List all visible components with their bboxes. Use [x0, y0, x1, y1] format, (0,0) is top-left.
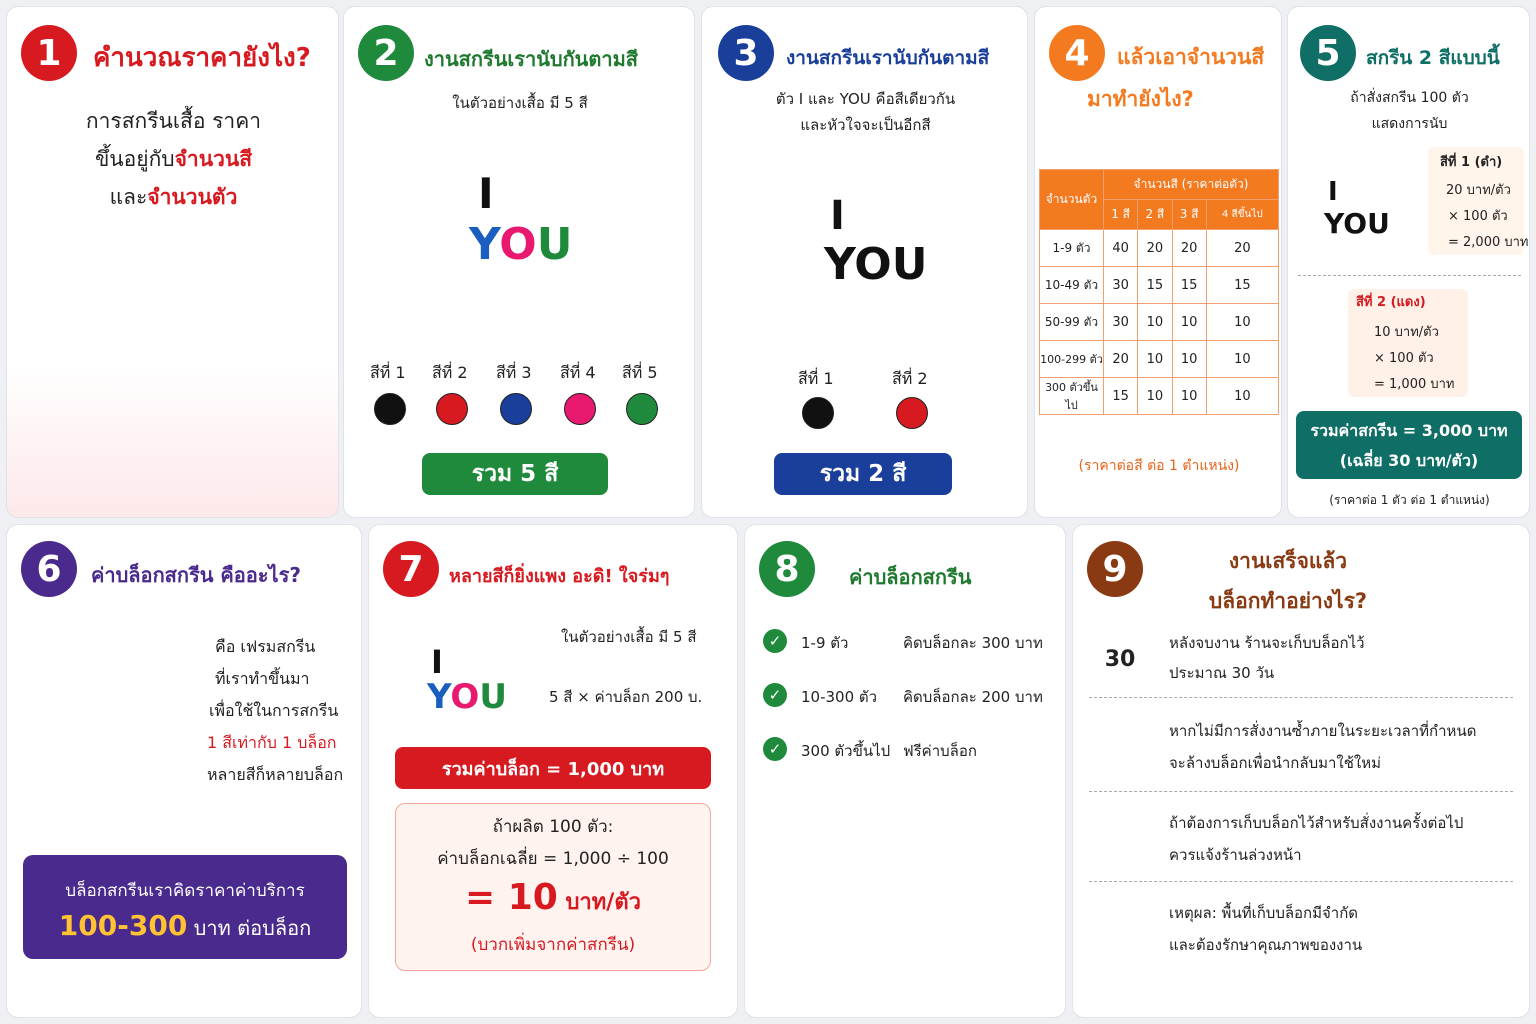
table-row [1040, 230, 1279, 267]
panel-title: งานสกรีนเรานับกันตามสี [786, 47, 990, 69]
check-icon: ✓ [763, 629, 787, 653]
cell: 20 [1206, 230, 1278, 267]
info-4-line-2: และต้องรักษาคุณภาพของงาน [1169, 936, 1363, 954]
panel-title-1: แล้วเอาจำนวนสี [1117, 45, 1265, 69]
panel-title: ค่าบล็อกสกรีน [849, 565, 972, 589]
panel-title-2: บล็อกทำอย่างไร? [1208, 589, 1368, 613]
color-dot-3 [500, 393, 532, 425]
block-price-value [23, 909, 347, 944]
row-qty: 50-99 ตัว [1040, 304, 1104, 341]
info-1-line-1: หลังจบงาน ร้านจะเก็บบล็อกไว้ [1169, 634, 1365, 652]
highlight-color-count: จำนวนสี [174, 147, 253, 171]
color-label-1: สีที่ 1 [370, 363, 406, 382]
desc-line-4: 1 สีเท่ากับ 1 บล็อก [207, 733, 337, 752]
price-unit: บาท ต่อบล็อก [187, 916, 312, 940]
price-range: 100-300 [58, 909, 188, 942]
color-2-title: สีที่ 2 (แดง) [1356, 295, 1426, 310]
table-note: (ราคาต่อสี ต่อ 1 ตำแหน่ง) [1078, 458, 1240, 474]
color-1-title: สีที่ 1 (ดำ) [1440, 155, 1503, 170]
step-badge: 4 [1049, 25, 1105, 81]
block-total-badge: รวมค่าบล็อก = 1,000 บาท [395, 747, 711, 789]
col-header: 2 สี [1138, 200, 1172, 230]
step-badge: 3 [718, 25, 774, 81]
shirt-text-you: YOU [824, 239, 928, 290]
panel-5-example [1287, 6, 1530, 518]
row-qty: 100-299 ตัว [1040, 341, 1104, 378]
step-badge: 8 [759, 541, 815, 597]
cell: 15 [1206, 267, 1278, 304]
block-price-label: บล็อกสกรีนเราคิดราคาค่าบริการ [65, 881, 305, 901]
color-2-qty: × 100 ตัว [1374, 351, 1434, 366]
color-1-qty: × 100 ตัว [1448, 209, 1508, 224]
color-dot-2 [896, 397, 928, 429]
step-badge: 1 [21, 25, 77, 81]
shirt-text-i: I [478, 169, 494, 218]
header-colors: จำนวนสี (ราคาต่อตัว) [1104, 170, 1279, 200]
cell: 15 [1104, 378, 1138, 415]
divider [1089, 697, 1513, 698]
divider [1089, 881, 1513, 882]
cell: 30 [1104, 267, 1138, 304]
check-icon: ✓ [763, 737, 787, 761]
average-line-3 [395, 877, 711, 919]
text: และ [109, 185, 148, 209]
calendar-day: 30 [1104, 647, 1136, 672]
tier-price-2: คิดบล็อกละ 200 บาท [903, 688, 1043, 706]
tier-price-3: ฟรีค่าบล็อก [903, 742, 977, 760]
average-line-1: ถ้าผลิต 100 ตัว: [492, 817, 614, 837]
average-line-4: (บวกเพิ่มจากค่าสกรีน) [470, 935, 636, 955]
total-colors-badge: รวม 5 สี [422, 453, 608, 495]
cell: 15 [1138, 267, 1172, 304]
desc-line-5: หลายสีก็หลายบล็อก [207, 765, 344, 784]
color-label-1: สีที่ 1 [798, 369, 834, 388]
panel-subtitle: ในตัวอย่างเสื้อ มี 5 สี [452, 94, 588, 112]
panel-7-block-cost-example [368, 524, 738, 1018]
info-3-line-2: ควรแจ้งร้านล่วงหน้า [1169, 846, 1302, 864]
info-2-line-1: หากไม่มีการสั่งงานซ้ำภายในระยะเวลาที่กำหนด [1169, 722, 1477, 740]
panel-2-count-by-color [343, 6, 695, 518]
table-row [1040, 378, 1279, 415]
cell: 10 [1206, 304, 1278, 341]
cell: 30 [1104, 304, 1138, 341]
cell: 10 [1138, 304, 1172, 341]
panel-1-how-to-calculate [6, 6, 339, 518]
panel-3-same-color [701, 6, 1028, 518]
col-header: 1 สี [1104, 200, 1138, 230]
step-badge: 5 [1300, 25, 1356, 81]
col-header: 4 สีขึ้นไป [1206, 200, 1278, 230]
color-dot-1 [802, 397, 834, 429]
color-label-2: สีที่ 2 [892, 369, 928, 388]
example-calc: 5 สี × ค่าบล็อก 200 บ. [549, 688, 703, 706]
footnote: (ราคาต่อ 1 ตัว ต่อ 1 ตำแหน่ง) [1329, 493, 1490, 507]
average-value: = 10 [465, 877, 558, 918]
info-3-line-1: ถ้าต้องการเก็บบล็อกไว้สำหรับสั่งงานครั้งต่อไป [1169, 814, 1464, 832]
panel-9-after-job [1072, 524, 1530, 1018]
header-quantity: จำนวนตัว [1040, 170, 1104, 230]
example-subtitle: ในตัวอย่างเสื้อ มี 5 สี [561, 628, 697, 646]
info-4-line-1: เหตุผล: พื้นที่เก็บบล็อกมีจำกัด [1169, 904, 1359, 922]
panel-title-1: งานเสร็จแล้ว [1228, 549, 1348, 573]
panel-subtitle-2: แสดงการนับ [1371, 116, 1448, 132]
desc-line-1: คือ เฟรมสกรีน [215, 637, 316, 656]
panel-8-block-price-tiers [744, 524, 1066, 1018]
col-header: 3 สี [1172, 200, 1206, 230]
color-dot-4 [564, 393, 596, 425]
cell: 15 [1172, 267, 1206, 304]
color-dot-1 [374, 393, 406, 425]
step-badge: 7 [383, 541, 439, 597]
table-row [1040, 304, 1279, 341]
average-line-2: ค่าบล็อกเฉลี่ย = 1,000 ÷ 100 [437, 849, 669, 869]
row-qty: 10-49 ตัว [1040, 267, 1104, 304]
panel-title: หลายสีก็ยิ่งแพง อะดิ! ใจร่มๆ [449, 566, 670, 587]
table-row [1040, 341, 1279, 378]
cell: 10 [1172, 378, 1206, 415]
panel-title: คำนวณราคายังไง? [93, 43, 311, 73]
tier-qty-3: 300 ตัวขึ้นไป [801, 742, 891, 760]
average-cost: (เฉลี่ย 30 บาท/ตัว) [1339, 451, 1479, 470]
cell: 10 [1172, 304, 1206, 341]
cell: 10 [1206, 341, 1278, 378]
cell: 20 [1138, 230, 1172, 267]
step-badge: 2 [358, 25, 414, 81]
highlight-quantity: จำนวนตัว [147, 185, 238, 209]
panel-title: ค่าบล็อกสกรีน คืออะไร? [91, 563, 301, 587]
info-1-line-2: ประมาณ 30 วัน [1169, 664, 1275, 682]
color-label-4: สีที่ 4 [560, 363, 596, 382]
color-2-total: = 1,000 บาท [1374, 377, 1455, 392]
cell: 10 [1206, 378, 1278, 415]
shirt-text-i: I [830, 193, 845, 239]
color-dot-5 [626, 393, 658, 425]
cell: 20 [1104, 341, 1138, 378]
price-table [1039, 169, 1279, 415]
cell: 20 [1172, 230, 1206, 267]
intro-line-1: การสกรีนเสื้อ ราคา [85, 109, 262, 133]
shirt-text-you: YOU [427, 677, 507, 717]
cell: 10 [1138, 341, 1172, 378]
shirt-text-you: YOU [1324, 207, 1390, 240]
shirt-text-i: I [431, 643, 443, 681]
tier-qty-1: 1-9 ตัว [801, 634, 849, 652]
color-2-price: 10 บาท/ตัว [1374, 325, 1439, 340]
panel-title: งานสกรีนเรานับกันตามสี [424, 47, 638, 71]
intro-line-2 [7, 143, 339, 176]
desc-line-2: ที่เราทำขึ้นมา [215, 669, 310, 688]
panel-title: สกรีน 2 สีแบบนี้ [1366, 47, 1500, 69]
row-qty: 1-9 ตัว [1040, 230, 1104, 267]
shirt-text-i: I [1328, 177, 1338, 207]
tier-price-1: คิดบล็อกละ 300 บาท [903, 634, 1043, 652]
panel-subtitle-1: ถ้าสั่งสกรีน 100 ตัว [1350, 90, 1469, 106]
panel-4-price-table [1034, 6, 1282, 518]
tier-qty-2: 10-300 ตัว [801, 688, 878, 706]
total-colors-badge: รวม 2 สี [774, 453, 952, 495]
info-2-line-2: จะล้างบล็อกเพื่อนำกลับมาใช้ใหม่ [1169, 754, 1381, 772]
panel-subtitle-2: และหัวใจจะเป็นอีกสี [800, 116, 931, 134]
color-dot-2 [436, 393, 468, 425]
total-screen-cost: รวมค่าสกรีน = 3,000 บาท [1310, 421, 1508, 440]
table-row [1040, 267, 1279, 304]
step-badge: 9 [1087, 541, 1143, 597]
panel-title-2: มาทำยังไง? [1087, 87, 1194, 111]
divider [1089, 791, 1513, 792]
color-label-5: สีที่ 5 [622, 363, 658, 382]
color-label-2: สีที่ 2 [432, 363, 468, 382]
panel-6-what-is-block [6, 524, 362, 1018]
panel-subtitle-1: ตัว I และ YOU คือสีเดียวกัน [775, 90, 956, 108]
color-1-total: = 2,000 บาท [1448, 235, 1529, 250]
text: ขึ้นอยู่กับ [94, 147, 175, 171]
cell: 40 [1104, 230, 1138, 267]
color-label-3: สีที่ 3 [496, 363, 532, 382]
color-1-price: 20 บาท/ตัว [1446, 183, 1511, 198]
cell: 10 [1138, 378, 1172, 415]
intro-line-3 [7, 181, 339, 214]
row-qty: 300 ตัวขึ้นไป [1040, 378, 1104, 415]
divider [1298, 275, 1521, 276]
cell: 10 [1172, 341, 1206, 378]
desc-line-3: เพื่อใช้ในการสกรีน [209, 701, 339, 720]
average-unit: บาท/ตัว [557, 890, 641, 915]
check-icon: ✓ [763, 683, 787, 707]
step-badge: 6 [21, 541, 77, 597]
shirt-text-you: YOU [469, 219, 573, 270]
